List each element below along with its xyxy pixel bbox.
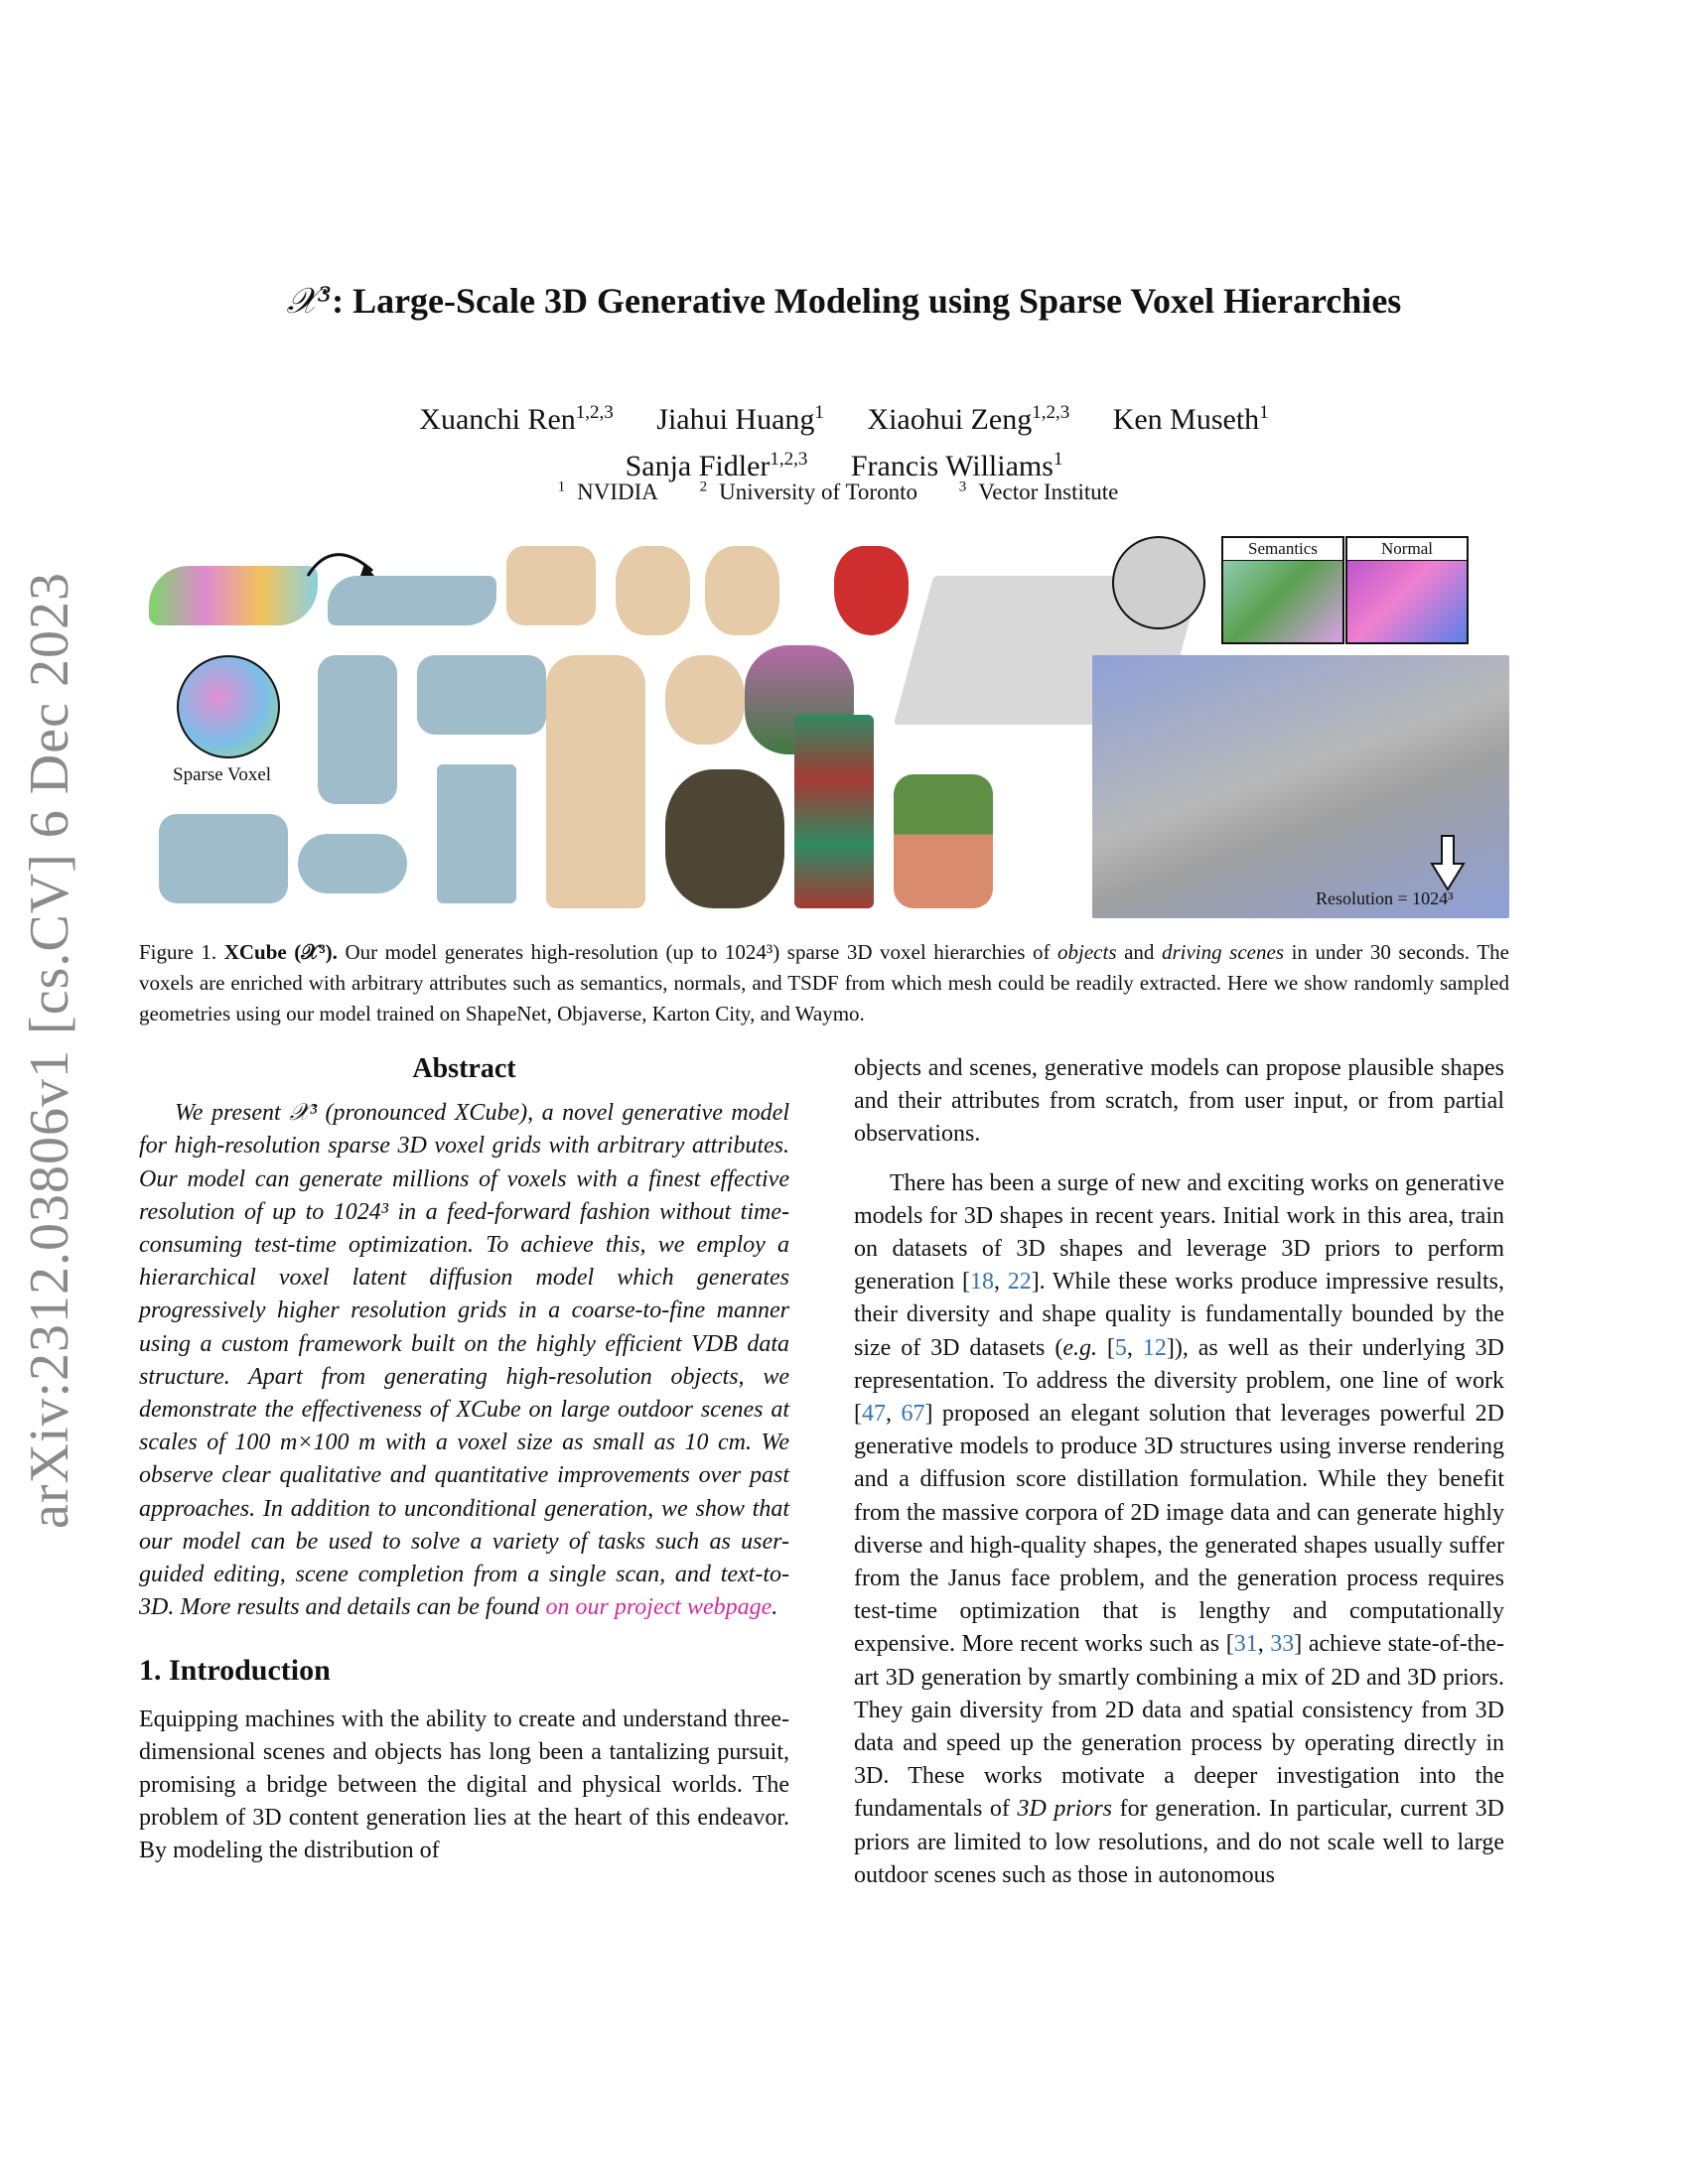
author-list xyxy=(0,393,1688,486)
project-webpage-link[interactable]: on our project webpage xyxy=(545,1594,773,1621)
teaser-figure xyxy=(139,536,1509,918)
left-column xyxy=(139,1052,789,1884)
fruit-render xyxy=(616,546,690,635)
semantics-label: Semantics xyxy=(1223,538,1342,561)
citation-link[interactable]: 33 xyxy=(1270,1631,1295,1658)
down-arrow-icon xyxy=(1430,834,1470,893)
affiliation: $^1$ NVIDIA xyxy=(557,478,658,504)
author: Ken Museth$^1$ xyxy=(1112,402,1269,436)
jeep-render xyxy=(159,814,288,903)
sparse-voxel-label: Sparse Voxel xyxy=(173,764,272,785)
citation-link[interactable]: 18 xyxy=(969,1269,994,1296)
intro-paragraph: Equipping machines with the ability to create and understand three-dimensional scenes and objects has long been a tantalizing pursuit, promising a bridge between the digital and physical worlds. The problem of 3D content generation lies at the heart of this endeavor. By modeling the distribution of xyxy=(139,1706,789,1864)
resolution-label: Resolution = 1024³ xyxy=(1316,888,1454,908)
semantics-inset xyxy=(1221,536,1344,644)
author: Jiahui Huang$^1$ xyxy=(656,402,824,436)
introduction-heading: 1. Introduction xyxy=(139,1654,331,1688)
affiliation: $^2$ University of Toronto xyxy=(699,478,917,504)
affiliations xyxy=(0,478,1688,505)
paper-title xyxy=(0,280,1688,323)
author: Xiaohui Zeng$^{1,2,3}$ xyxy=(867,402,1070,436)
right-column xyxy=(854,1052,1504,1908)
author: Francis Williams$^1$ xyxy=(850,449,1063,482)
pagoda-render xyxy=(794,715,874,908)
title-text: : Large-Scale 3D Generative Modeling using Sparse Voxel Hierarchies xyxy=(332,281,1402,321)
citation-link[interactable]: 22 xyxy=(1007,1269,1032,1296)
title-symbol: 𝒳³ xyxy=(286,281,333,322)
airplane-render xyxy=(328,576,496,625)
author: Sanja Fidler$^{1,2,3}$ xyxy=(625,449,808,482)
citation-link[interactable]: 47 xyxy=(862,1401,886,1428)
abstract-heading: Abstract xyxy=(412,1053,516,1084)
author: Xuanchi Ren$^{1,2,3}$ xyxy=(419,402,614,436)
arxiv-identifier-stamp: arXiv:2312.03806v1 [cs.CV] 6 Dec 2023 xyxy=(19,572,80,1529)
skull-render xyxy=(665,655,745,745)
strawberry-shape-render xyxy=(705,546,779,635)
citation-link[interactable]: 31 xyxy=(1233,1631,1258,1658)
figure-caption: Figure 1. XCube (𝒳³). Our model generates high-resolution (up to 1024³) sparse 3D voxel hierarchies of objects and driving scenes in under 30 seconds. The voxels are enriched with arbitrary attributes such as semantics, normals, and TSDF from which mesh could be readily extracted. Here we show randomly sampled geometries using our model trained on ShapeNet, Objaverse, Karton City, and Waymo. xyxy=(139,940,1509,1025)
dragon-head-render xyxy=(665,769,784,908)
intro-paragraph-2: There has been a surge of new and exciting works on generative models for 3D shapes in recent years. Initial work in this area, train on datasets of 3D shapes and leverage 3D priors to perform generation [18, 22]. While these works produce impressive results, their diversity and shape quality is fundamentally bounded by the size of 3D datasets (e.g. [5, 12]), as well as their underlying 3D representation. To address the diversity problem, one line of work [47, 67] proposed an elegant solution that leverages powerful 2D generative models to produce 3D structures using inverse rendering and a diffusion score distillation formulation. While they benefit from the massive corpora of 2D image data and can generate highly diverse and high-quality shapes, the generated shapes usually suffer from the Janus face problem, and the generation process requires test-time optimization that is lengthy and computationally expensive. More recent works such as [31, 33] achieve state-of-the-art 3D generation by smartly combining a mix of 2D and 3D priors. They gain diversity from 2D data and spatial consistency from 3D data and speed up the generation process by operating directly in 3D. These works motivate a deeper investigation into the fundamentals of 3D priors for generation. In particular, current 3D priors are limited to low resolutions, and do not scale well to large outdoor scenes such as those in autonomous xyxy=(854,1169,1504,1888)
citation-link[interactable]: 5 xyxy=(1114,1334,1127,1361)
intro-paragraph-cont: objects and scenes, generative models can propose plausible shapes and their attributes from scratch, from user input, or from partial observations. xyxy=(854,1055,1504,1148)
pillow-render xyxy=(506,546,596,625)
wooden-chair-render xyxy=(437,764,516,903)
pickup-truck-render xyxy=(417,655,546,735)
office-chair-render xyxy=(318,655,397,804)
sparse-voxel-zoom-circle xyxy=(177,655,280,758)
affiliation: $^3$ Vector Institute xyxy=(958,478,1119,504)
abstract-body: We present 𝒳³ (pronounced XCube), a novel generative model for high-resolution sparse 3D voxel grids with arbitrary attributes. Our model can generate millions of voxels with a finest effective resolution of up to 1024³ in a feed-forward fashion without time-consuming test-time optimization. To achieve this, we employ a hierarchical voxel latent diffusion model which generates progressively higher resolution grids in a coarse-to-fine manner using a custom framework built on the highly efficient VDB data structure. Apart from generating high-resolution objects, we demonstrate the effectiveness of XCube on large outdoor scenes at scales of 100 m×100 m with a voxel size as small as 10 cm. We observe clear qualitative and quantitative improvements over past approaches. In addition to unconditional generation, we show that our model can be used to solve a variety of tasks such as user-guided editing, scene completion from a single scan, and text-to-3D. More results and details can be found on our project webpage. xyxy=(139,1100,789,1621)
citation-link[interactable]: 12 xyxy=(1142,1334,1167,1361)
strawberry-textured-render xyxy=(834,546,909,635)
dress-render xyxy=(546,655,645,908)
airplane-voxel-render xyxy=(149,566,318,625)
city-zoom-circle xyxy=(1112,536,1205,629)
jet-render xyxy=(298,834,407,893)
normal-label: Normal xyxy=(1347,538,1467,561)
normal-inset xyxy=(1345,536,1469,644)
cactus-pot-render xyxy=(894,774,993,908)
citation-link[interactable]: 67 xyxy=(901,1401,925,1428)
